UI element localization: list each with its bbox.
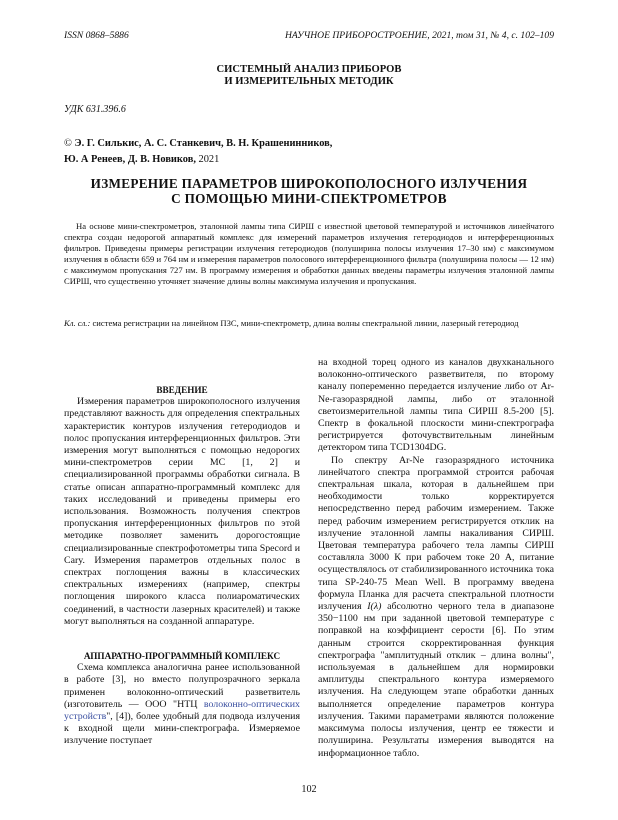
- hw-text-b: ", [4]), более удобный для подвода излучения к входной щели мини-спектрографа. Измеряемое излучение поступает: [64, 711, 300, 747]
- col2-p2-text-b: абсолютно черного тела в диапазоне 350−1100 нм при заданной цветовой температуре с поправкой на коэффициент серости [6]. По этим данным строится скорректированная функция спектрографа "амплитудный отклик – длина волны", используемая в дальнейшем для нормировки амплитуды спектрального контура измеряемого излучения. На следующем этапе обработки данных выполняется определение параметров контура излучения. Такими параметрами являются положение максимума полосы излучения, центр ее тяжести и полуширина. Результаты измерения выводятся на информационное табло.: [318, 601, 554, 759]
- col2-paragraph1: на входной торец одного из каналов двухканального волоконно-оптического разветвителя, по второму каналу попеременно передается излучение либо от Ar-Ne-газоразрядной лампы, либо от эталонной светоизмерительной лампы типа СИРШ 8.5-200 [5]. Спектр в фокальной плоскости мини-спектрографа регистрируется фоточувствительным линейным детектором типа TCD1304DG.: [318, 357, 554, 454]
- keywords-label: Кл. сл.:: [64, 318, 91, 328]
- authors-line1: Э. Г. Силькис, А. С. Станкевич, В. Н. Крашенинников,: [74, 138, 333, 149]
- intro-heading: ВВЕДЕНИЕ: [156, 385, 208, 395]
- page-number: 102: [301, 784, 317, 795]
- section-title-line2: И ИЗМЕРИТЕЛЬНЫХ МЕТОДИК: [224, 76, 394, 87]
- section-title-line1: СИСТЕМНЫЙ АНАЛИЗ ПРИБОРОВ: [216, 64, 402, 75]
- journal-citation: НАУЧНОЕ ПРИБОРОСТРОЕНИЕ, 2021, том 31, № 4, с. 102–109: [284, 30, 554, 41]
- keywords-text: система регистрации на линейном ПЗС, мини-спектрометр, длина волны спектральной линии, лазерный гетеродиод: [92, 318, 519, 328]
- hw-paragraph: [64, 662, 300, 747]
- udk-code: УДК 631.396.6: [64, 104, 126, 115]
- issn: ISSN 0868–5886: [64, 30, 129, 41]
- copyright-icon: ©: [64, 138, 72, 149]
- column-right: [318, 357, 554, 760]
- column-left: [64, 384, 300, 748]
- article-title-line1: ИЗМЕРЕНИЕ ПАРАМЕТРОВ ШИРОКОПОЛОСНОГО ИЗЛУЧЕНИЯ: [90, 176, 528, 191]
- authors: [64, 136, 544, 168]
- section-title: [0, 64, 618, 88]
- col2-p2-text-a: По спектру Ar-Ne газоразрядного источника линейчатого спектра программой строится рабочая спектральная шкала, которая в дальнейшем при необходимости только корректируется непосредственно перед рабочим измерением. Также перед рабочим измерением регистрируется отклик на излучение эталонной лампы накаливания СИРШ. Цветовая температура рабочего тела лампы СИРШ составляла 3000 К при рабочем токе 20 А, питание осуществлялось от стабилизированного источника тока типа SP-240-75 Mean Well. В программу введена формула Планка для расчета спектральной плотности излучения: [318, 454, 554, 613]
- hw-text-a: Схема комплекса аналогична ранее использованной в работе [3], но вместо полупрозрачного зеркала применен волоконно-оптический разветвитель (изготовитель — ООО "НТЦ: [64, 662, 300, 710]
- abstract: На основе мини-спектрометров, эталонной лампы типа СИРШ с известной цветовой температурой и источников линейчатого спектра создан недорогой аппаратный комплекс для измерений параметров излучения гетеродиодов и интерференционных фильтров. Приведены примеры регистрации излучения гетеродиодов (полуширина полосы излучения 17–30 нм) с максимумом излучения в области 659 и 764 нм и измерения параметров полосового интерференционного фильтра (полуширина полосы — 12 нм) с максимумом пропускания 727 нм. В программу измерения и обработки данных введены параметры излучения эталонной лампы СИРШ, что существенно уточняет значение длины волны максимума излучения и пропускания.: [64, 221, 554, 287]
- vendor-link[interactable]: волоконно-оптических устройств: [64, 698, 300, 723]
- intro-paragraph: Измерения параметров широкополосного излучения представляют важность для определения спектральных характеристик контуров излучения гетеродиодов и полос пропускания интерференционных фильтров. Эти измерения могут выполняться с помощью недорогих мини-спектрометров серии МС [1, 2] и специализированной программы обработки сигнала. В статье описан аппаратно-программный комплекс для таких исследований и приведены примеры его использования. Возможность получения спектров пропускания интерференционных фильтров по этой методике позволяет заменить дорогостоящие специализированные спектрофотометры типа Specord и Cary. Измерения параметров отдельных полос в спектрах поглощения важны в классических спектральных измерениях (например, спектры поглощения широкого класса полиароматических соединений, в частности лазерных красителей) и также могут выполняться на созданной аппаратуре.: [64, 396, 300, 627]
- hw-heading: АППАРАТНО-ПРОГРАММНЫЙ КОМПЛЕКС: [83, 651, 281, 662]
- col2-paragraph2: [318, 455, 554, 760]
- keywords: [64, 318, 554, 329]
- authors-year: 2021: [198, 154, 220, 165]
- col2-p2-variable: I(λ): [367, 601, 382, 613]
- article-title-line2: С ПОМОЩЬЮ МИНИ-СПЕКТРОМЕТРОВ: [171, 191, 447, 206]
- authors-line2: Ю. А Ренеев, Д. В. Новиков,: [64, 154, 196, 165]
- running-header: [64, 30, 554, 41]
- article-title: [64, 176, 554, 206]
